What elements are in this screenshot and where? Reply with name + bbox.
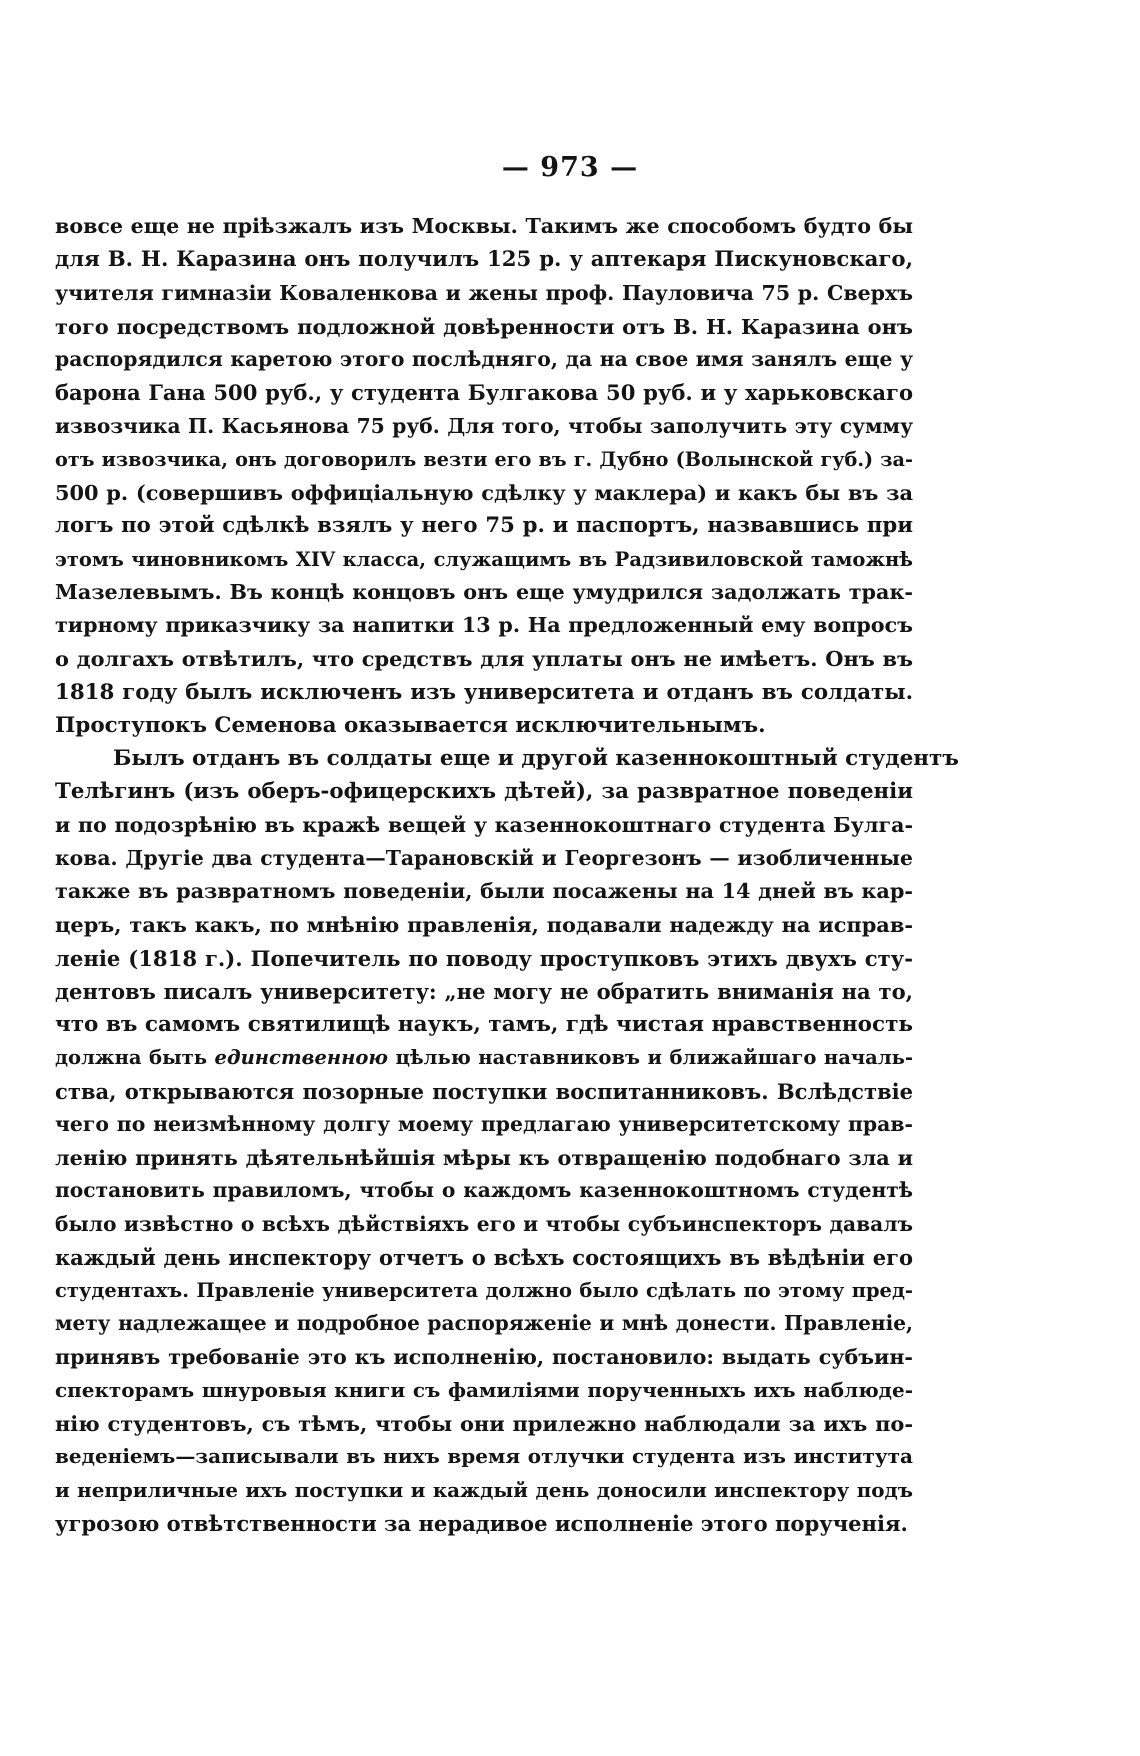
text-line: и по подозрѣнію въ кражѣ вещей у казеннокоштнаго студента Булга-	[55, 812, 913, 837]
text-line: 1818 году былъ исключенъ изъ университета и отданъ въ солдаты.	[55, 679, 913, 705]
text-line: отъ извозчика, онъ договорилъ везти его въ г. Дубно (Волынской губ.) за-	[55, 447, 913, 471]
text-line: распорядился каретою этого послѣдняго, да на свое имя занялъ еще у	[55, 347, 913, 371]
text-line: леніе (1818 г.). Попечитель по поводу проступковъ этихъ двухъ сту-	[55, 945, 913, 971]
text-line: Телѣгинъ (изъ оберъ-офицерскихъ дѣтей), за развратное поведеніи	[55, 779, 913, 805]
text-line: тирному приказчику за напитки 13 р. На предложенный ему вопросъ	[55, 613, 913, 637]
text-line: постановить правиломъ, чтобы о каждомъ казеннокоштномъ студентѣ	[55, 1178, 913, 1203]
text-line: вовсе еще не пріѣзжалъ изъ Москвы. Такимъ же способомъ будто бы	[55, 214, 913, 238]
text-line: извозчика П. Касьянова 75 руб. Для того, чтобы заполучить эту сумму	[55, 413, 913, 438]
text-line-mixed	[55, 1041, 913, 1074]
text-line: каждый день инспектору отчетъ о всѣхъ состоящихъ въ вѣдѣніи его	[55, 1244, 913, 1270]
text-line: угрозою отвѣтственности за нерадивое исполненіе этого порученія.	[55, 1510, 908, 1536]
text-line: Былъ отданъ въ солдаты еще и другой казеннокоштный студентъ	[113, 746, 959, 771]
text-line: того посредствомъ подложной довѣренности отъ В. Н. Каразина онъ	[55, 313, 913, 339]
text-segment: цѣлью наставниковъ и ближайшаго началь-	[395, 1046, 913, 1070]
page-number: — 973 —	[501, 152, 639, 183]
text-line: ства, открываются позорные поступки воспитанниковъ. Вслѣдствіе	[55, 1078, 913, 1104]
text-line: и неприличные ихъ поступки и каждый день доносили инспектору подъ	[55, 1477, 913, 1502]
text-line: Проступокъ Семенова оказывается исключительнымъ.	[55, 712, 766, 738]
text-line: барона Гана 500 руб., у студента Булгакова 50 руб. и у харьковскаго	[55, 380, 913, 406]
paragraph-2	[55, 742, 959, 1540]
text-line: кова. Другіе два студента—Тарановскій и Георгезонъ — изобличенные	[55, 845, 913, 870]
text-line: что въ самомъ святилищѣ наукъ, тамъ, гдѣ чистая нравственность	[55, 1012, 913, 1037]
paragraph-1	[55, 210, 913, 742]
text-line: церъ, такъ какъ, по мнѣнію правленія, подавали надежду на исправ-	[55, 912, 913, 938]
text-line: учителя гимназіи Коваленкова и жены проф. Пауловича 75 р. Сверхъ	[55, 280, 913, 305]
body-text	[55, 210, 959, 1540]
text-line: для В. Н. Каразина онъ получилъ 125 р. у аптекаря Пискуновскаго,	[55, 247, 913, 273]
text-line: принявъ требованіе это къ исполненію, постановило: выдать субъин-	[55, 1344, 913, 1369]
text-line: мету надлежащее и подробное распоряженіе и мнѣ донести. Правленіе,	[55, 1311, 913, 1336]
text-line: ленію принять дѣятельнѣйшія мѣры къ отвращенію подобнаго зла и	[55, 1145, 913, 1170]
emphasis-word: единственною	[214, 1046, 389, 1070]
text-line: студентахъ. Правленіе университета должно было сдѣлать по этому пред-	[55, 1279, 913, 1302]
text-line: чего по неизмѣнному долгу моему предлагаю университетскому прав-	[55, 1111, 913, 1136]
text-line: спекторамъ шнуровыя книги съ фамиліями порученныхъ ихъ наблюде-	[55, 1377, 913, 1402]
text-segment: должна быть	[55, 1046, 208, 1070]
text-line: нію студентовъ, съ тѣмъ, чтобы они прилежно наблюдали за ихъ по-	[55, 1411, 913, 1436]
text-line: также въ развратномъ поведеніи, были посажены на 14 дней въ кар-	[55, 879, 913, 903]
text-line: 500 р. (совершивъ оффиціальную сдѣлку у маклера) и какъ бы въ за	[55, 480, 913, 505]
text-line: этомъ чиновникомъ XIV класса, служащимъ въ Радзивиловской таможнѣ	[55, 547, 913, 571]
text-line: логъ по этой сдѣлкѣ взялъ у него 75 р. и паспортъ, назвавшись при	[55, 513, 913, 539]
text-line: было извѣстно о всѣхъ дѣйствіяхъ его и чтобы субъинспекторъ давалъ	[55, 1211, 913, 1236]
text-line: Мазелевымъ. Въ концѣ концовъ онъ еще умудрился задолжать трак-	[55, 579, 913, 604]
text-line: о долгахъ отвѣтилъ, что средствъ для уплаты онъ не имѣетъ. Онъ въ	[55, 646, 913, 672]
text-line: дентовъ писалъ университету: „не могу не обратить вниманія на то,	[55, 978, 913, 1004]
text-line: веденіемъ—записывали въ нихъ время отлучки студента изъ института	[55, 1444, 913, 1469]
